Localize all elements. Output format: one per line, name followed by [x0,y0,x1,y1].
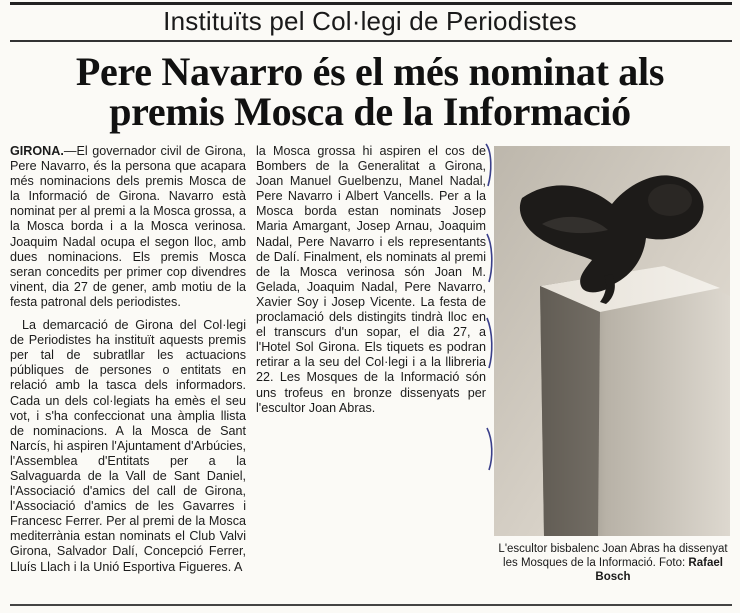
headline [0,49,740,134]
article-column-2 [256,144,486,416]
headline-line-2: premis Mosca de la Informació [109,89,631,134]
headline-line-1: Pere Navarro és el més nominat als [75,49,665,94]
article-column-1 [10,144,246,575]
top-rule [10,2,732,5]
sculpture-image [494,146,730,536]
dateline: GIRONA. [10,144,64,158]
lead-text: —El governador civil de Girona, Pere Navarro, és la persona que acapara més nominacions dels premis Mosca de la Informació de Girona. Navarro està nominat per al premi a la Mosca grossa, a la Mosca borda i a la Mosca verinosa. Joaquim Nadal ocupa el segon lloc, amb dues nominacions. Els premis Mosca seran concedits per primer cop divendres vinent, dia 27 de gener, amb motiu de la festa patronal dels periodistes. [10,144,246,309]
section-label: Instituïts pel Col·legi de Periodistes [163,6,577,36]
photo-credit: Rafael Bosch [595,557,723,583]
caption-text: L'escultor bisbalenc Joan Abras ha dissenyat les Mosques de la Informació. Foto: [498,543,728,569]
bottom-rule [10,604,732,606]
section-rule [10,40,732,42]
article-paragraph-2-continued: la Mosca grossa hi aspiren el cos de Bombers de la Generalitat a Girona, Joan Manuel Guelbenzu, Manel Nadal, Pere Navarro i Albert Vancells. Per a la Mosca borda estan nominats Josep Maria Amargant, Josep Arnau, Joaquim Nadal, Pere Navarro i els representants de Dalí. Finalment, els nominats al premi de la Mosca verinosa són Joan M. Gelada, Joaquim Nadal, Pere Navarro, Xavier Soy i Josep Vicente. La festa de proclamació dels distingits tindrà lloc en el transcurs d'un sopar, el dia 27, a l'Hotel Sol Girona. Els tiquets es podran retirar a la seu del Col·legi i a la llibreria 22. Les Mosques de la Informació són uns trofeus en bronze dissenyats per l'escultor Joan Abras. [256,144,486,415]
photo-caption [496,542,730,584]
sculpture-photo [494,146,730,536]
article-paragraph-2: La demarcació de Girona del Col·legi de Periodistes ha instituït aquests premis per tal de subratllar les actuacions públiques de persones o entitats en relació amb la tasca dels informadors. Cada un dels col·legiats ha emès el seu vot, i s'ha confeccionat una àmplia llista de nominacions. A la Mosca de Sant Narcís, hi aspiren l'Ajuntament d'Arbúcies, l'Assemblea d'Entitats per a la Salvaguarda de la Vall de Sant Daniel, l'Associació d'amics del call de Girona, l'Associació d'amics de les Gavarres i Francesc Ferrer. Per al premi de la Mosca mediterrània estan nominats el Club Valvi Girona, Salvador Dalí, Concepció Ferrer, Lluís Llach i la Unió Esportiva Figueres. A [10,318,246,574]
article-lead-paragraph [10,144,246,310]
